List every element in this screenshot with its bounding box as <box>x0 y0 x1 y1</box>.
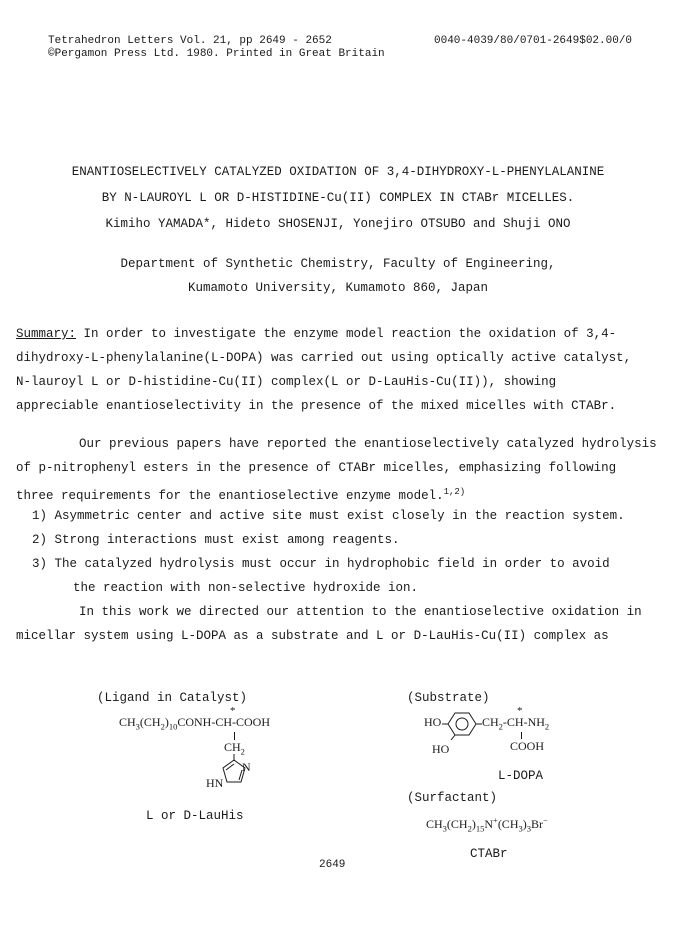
body-p1-line-1: Our previous papers have reported the enantioselectively catalyzed hydrolysis <box>79 437 657 451</box>
substrate-chiral-star: * <box>517 705 523 717</box>
requirement-2: 2) Strong interactions must exist among reagents. <box>32 533 400 547</box>
imidazole-hn: HN <box>206 776 224 790</box>
title-line-1: ENANTIOSELECTIVELY CATALYZED OXIDATION OF 3,4-DIHYDROXY-L-PHENYLALANINE <box>71 165 605 179</box>
reference-superscript: 1,2) <box>443 487 466 497</box>
substrate-ho-2: HO <box>432 742 450 756</box>
substrate-name: L-DOPA <box>498 769 544 783</box>
ligand-ch2: $CH_2$ <box>224 740 245 757</box>
ligand-formula: $CH_3(CH_2)_{10}CONH-CH$-COOH <box>119 715 271 732</box>
ligand-label: (Ligand in Catalyst) <box>97 691 248 705</box>
title-line-2: BY N-LAUROYL L OR D-HISTIDINE-Cu(II) COMPLEX IN CTABr MICELLES. <box>101 191 575 205</box>
summary-text-1: In order to investigate the enzyme model reaction the oxidation of 3,4- <box>76 327 617 341</box>
ligand-bond-vertical <box>234 732 235 740</box>
summary-line-1 <box>16 326 616 342</box>
body-p1-line-2: of p-nitrophenyl esters in the presence of CTABr micelles, emphasizing following <box>16 461 617 475</box>
substrate-label: (Substrate) <box>407 691 490 705</box>
summary-label: Summary: <box>16 327 77 341</box>
ligand-name: L or D-LauHis <box>146 809 244 823</box>
ligand-chiral-star: * <box>230 705 236 717</box>
article-code: 0040-4039/80/0701-2649$02.00/0 <box>434 35 633 47</box>
surfactant-formula: $CH_3(CH_2)_{15}N^+(CH_3)_3Br^-$ <box>426 815 548 834</box>
affiliation-line-1: Department of Synthetic Chemistry, Faculty of Engineering, <box>120 257 556 271</box>
affiliation-line-2: Kumamoto University, Kumamoto 860, Japan <box>187 281 489 295</box>
authors: Kimiho YAMADA*, Hideto SHOSENJI, Yonejiro OTSUBO and Shuji ONO <box>105 217 571 231</box>
imidazole-n: N <box>242 760 251 774</box>
substrate-chain: $CH_2-CH-NH_2$ <box>482 715 550 732</box>
substrate-bond-vertical <box>521 732 522 739</box>
summary-line-3: N-lauroyl L or D-histidine-Cu(II) complex(L or D-LauHis-Cu(II)), showing <box>16 375 557 389</box>
surfactant-label: (Surfactant) <box>407 791 498 805</box>
substrate-ho-1: HO <box>424 715 442 729</box>
copyright-line: ©Pergamon Press Ltd. 1980. Printed in Great Britain <box>48 48 385 60</box>
summary-line-4: appreciable enantioselectivity in the presence of the mixed micelles with CTABr. <box>16 399 617 413</box>
body-p2-line-2: micellar system using L-DOPA as a substrate and L or D-LauHis-Cu(II) complex as <box>16 629 609 643</box>
body-p1-text-3: three requirements for the enantioselective enzyme model. <box>16 489 444 504</box>
requirement-3-line-2: the reaction with non-selective hydroxide ion. <box>73 581 419 595</box>
requirement-3-line-1: 3) The catalyzed hydrolysis must occur in hydrophobic field in order to avoid <box>32 557 610 571</box>
page-number: 2649 <box>319 859 346 871</box>
body-p1-line-3 <box>16 484 465 504</box>
summary-line-2: dihydroxy-L-phenylalanine(L-DOPA) was carried out using optically active catalyst, <box>16 351 632 365</box>
surfactant-name: CTABr <box>470 847 508 861</box>
imidazole-ring <box>198 752 258 798</box>
requirement-1: 1) Asymmetric center and active site must exist closely in the reaction system. <box>32 509 625 523</box>
journal-citation: Tetrahedron Letters Vol. 21, pp 2649 - 2652 <box>48 35 332 47</box>
body-p2-line-1: In this work we directed our attention to the enantioselective oxidation in <box>79 605 642 619</box>
substrate-cooh: COOH <box>510 739 545 753</box>
